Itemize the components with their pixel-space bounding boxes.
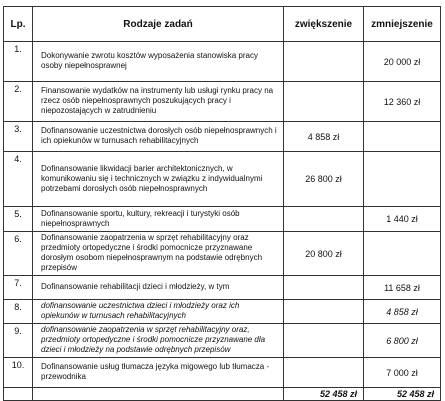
table-row bbox=[4, 152, 441, 207]
header-lp: Lp. bbox=[4, 7, 33, 42]
table-row bbox=[4, 276, 441, 300]
row-lp: 3. bbox=[4, 122, 33, 152]
row-decrease: 4 858 zł bbox=[364, 300, 441, 324]
row-increase bbox=[284, 276, 364, 300]
total-task-empty bbox=[33, 388, 284, 401]
total-increase: 52 458 zł bbox=[284, 388, 364, 401]
header-increase: zwiększenie bbox=[284, 7, 364, 42]
row-task: dofinansowanie zaopatrzenia w sprzęt rehabilitacyjny oraz, przedmioty ortopedyczne i środki pomocnicze przyznawane dla dzieci i młodzieży na podstawie odrębnych przepisów bbox=[33, 324, 284, 358]
row-lp: 5. bbox=[4, 207, 33, 232]
row-task: Dofinansowanie usług tłumacza języka migowego lub tłumacza - przewodnika bbox=[33, 358, 284, 388]
row-decrease: 20 000 zł bbox=[364, 42, 441, 82]
row-lp: 2. bbox=[4, 82, 33, 122]
table-row bbox=[4, 232, 441, 276]
row-decrease bbox=[364, 232, 441, 276]
table-row bbox=[4, 358, 441, 388]
row-decrease: 1 440 zł bbox=[364, 207, 441, 232]
row-lp: 4. bbox=[4, 152, 33, 207]
row-task: Dokonywanie zwrotu kosztów wyposażenia stanowiska pracy osoby niepełnosprawnej bbox=[33, 42, 284, 82]
table-row bbox=[4, 324, 441, 358]
row-increase: 20 800 zł bbox=[284, 232, 364, 276]
row-increase: 4 858 zł bbox=[284, 122, 364, 152]
row-task: dofinansowanie uczestnictwa dzieci i młodzieży oraz ich opiekunów w turnusach rehabilitacyjnych bbox=[33, 300, 284, 324]
row-lp: 1. bbox=[4, 42, 33, 82]
row-decrease bbox=[364, 122, 441, 152]
table-row bbox=[4, 42, 441, 82]
row-task: Dofinansowanie zaopatrzenia w sprzęt rehabilitacyjny oraz przedmioty ortopedyczne i środki pomocnicze przyznawane dorosłym osobom niepełnosprawnym na podstawie odrębnych przepisów bbox=[33, 232, 284, 276]
total-row bbox=[4, 388, 441, 401]
table-row bbox=[4, 122, 441, 152]
row-task: Dofinansowanie likwidacji barier architektonicznych, w komunikowaniu się i technicznych w związku z indywidualnymi potrzebami dorosłych osób niepełnosprawnych bbox=[33, 152, 284, 207]
row-decrease bbox=[364, 152, 441, 207]
row-task: Finansowanie wydatków na instrumenty lub usługi rynku pracy na rzecz osób niepełnosprawnych poszukujących pracy i niepozostających w zatrudnieniu bbox=[33, 82, 284, 122]
header-task: Rodzaje zadań bbox=[33, 7, 284, 42]
row-decrease: 7 000 zł bbox=[364, 358, 441, 388]
row-lp: 10. bbox=[4, 358, 33, 388]
row-increase bbox=[284, 207, 364, 232]
header-decrease: zmniejszenie bbox=[364, 7, 441, 42]
row-task: Dofinansowanie uczestnictwa dorosłych osób niepełnosprawnych i ich opiekunów w turnusach rehabilitacyjnych bbox=[33, 122, 284, 152]
row-decrease: 12 360 zł bbox=[364, 82, 441, 122]
table-row bbox=[4, 207, 441, 232]
row-increase bbox=[284, 300, 364, 324]
row-task: Dofinansowanie sportu, kultury, rekreacji i turystyki osób niepełnosprawnych bbox=[33, 207, 284, 232]
row-task: Dofinansowanie rehabilitacji dzieci i młodzieży, w tym bbox=[33, 276, 284, 300]
total-decrease: 52 458 zł bbox=[364, 388, 441, 401]
row-increase bbox=[284, 358, 364, 388]
table-row bbox=[4, 300, 441, 324]
row-lp: 8. bbox=[4, 300, 33, 324]
row-lp: 6. bbox=[4, 232, 33, 276]
total-lp-empty bbox=[4, 388, 33, 401]
row-increase bbox=[284, 82, 364, 122]
row-decrease: 6 800 zł bbox=[364, 324, 441, 358]
budget-changes-table bbox=[3, 6, 441, 401]
row-lp: 7. bbox=[4, 276, 33, 300]
row-increase bbox=[284, 324, 364, 358]
row-lp: 9. bbox=[4, 324, 33, 358]
row-increase bbox=[284, 42, 364, 82]
table-row bbox=[4, 82, 441, 122]
row-increase: 26 800 zł bbox=[284, 152, 364, 207]
row-decrease: 11 658 zł bbox=[364, 276, 441, 300]
table-header-row bbox=[4, 7, 441, 42]
